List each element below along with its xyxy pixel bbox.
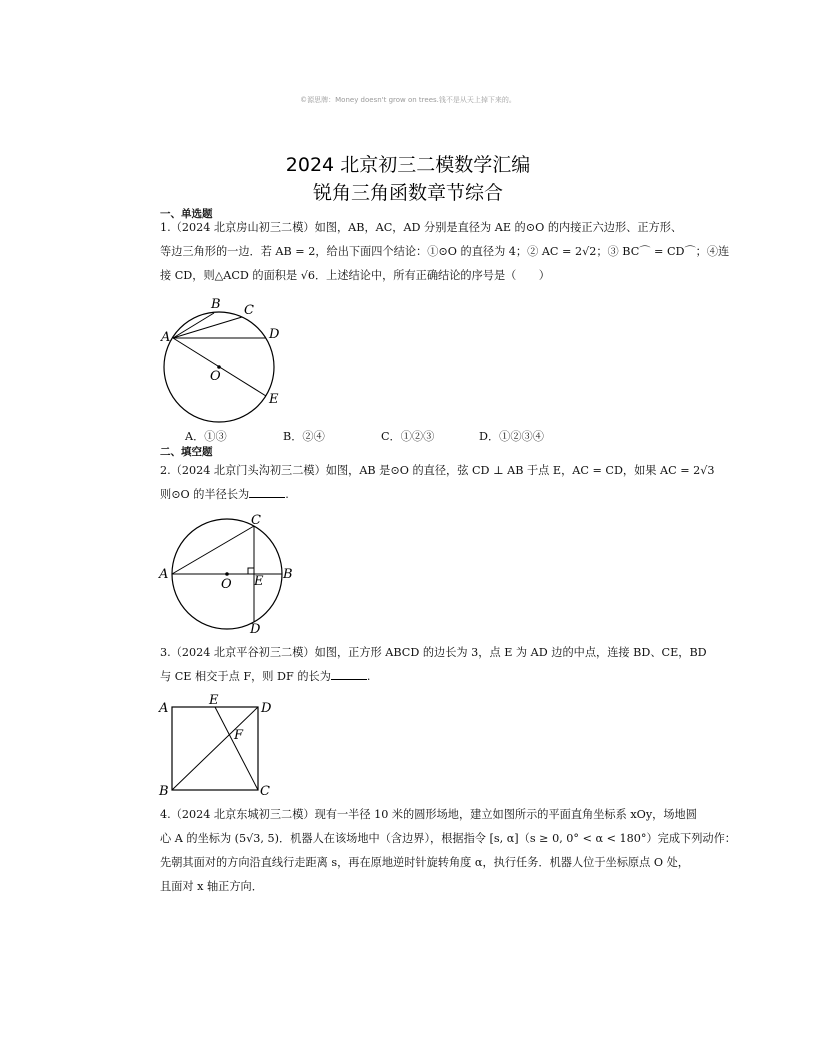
q2-line-1: 2.（2024 北京门头沟初三二模）如图，AB 是⊙O 的直径，弦 CD ⊥ AB 于点 E，AC = CD，如果 AC = 2√3 [160,464,715,477]
q3-line-2: 与 CE 相交于点 F，则 DF 的长为 [160,670,331,683]
q4-line-1: 4.（2024 北京东城初三二模）现有一半径 10 米的圆形场地，建立如图所示的平面直角坐标系 xOy，场地圆 [160,808,697,821]
q1-chord-ab [173,313,214,338]
q3-line-1: 3.（2024 北京平谷初三二模）如图，正方形 ABCD 的边长为 3，点 E 为 AD 边的中点，连接 BD、CE，BD [160,646,707,659]
q1-options [185,428,577,444]
q1-option-b: B．②④ [283,430,325,443]
q1-line-2: 等边三角形的一边．若 AB = 2，给出下面四个结论：①⊙O 的直径为 4；② AC = 2√2；③ BC⌒ = CD⌒；④连 [160,245,730,258]
q1-line-3: 接 CD，则△ACD 的面积是 √6．上述结论中，所有正确结论的序号是（ ） [160,269,550,282]
question-1 [160,216,735,288]
q3-label-d: D [261,701,272,716]
q2-label-d: D [250,622,261,637]
q2-line-2-wrap [160,483,735,507]
q1-label-b: B [211,297,221,312]
q2-circle-figure [155,507,300,637]
q1-label-c: C [244,303,254,318]
q4-line-3: 先朝其面对的方向沿直线行走距离 s，再在原地逆时针旋转角度 α，执行任务．机器人位于坐标原点 O 处， [160,856,689,869]
q4-line-2: 心 A 的坐标为 (5√3, 5)．机器人在该场地中（含边界），根据指令 [s, α]（s ≥ 0, 0° < α < 180°）完成下列动作： [160,832,736,845]
q3-line-2-end: . [366,670,371,683]
q1-chord-ac [173,317,242,338]
q2-chord-ac [172,526,254,574]
q1-option-a: A．①③ [185,430,227,443]
question-3 [160,641,735,689]
q3-label-c: C [260,784,270,799]
q1-label-d: D [269,327,280,342]
q3-label-f: F [234,728,244,743]
q1-label-o: O [210,369,221,384]
doc-title: 2024 北京初三二模数学汇编 [285,154,531,176]
q3-label-e: E [209,693,219,708]
section-single-choice: 一、单选题 [160,208,213,220]
q4-line-4: 且面对 x 轴正方向． [160,880,263,893]
q2-label-e: E [254,574,264,589]
q2-label-o: O [221,577,232,592]
q1-option-c: C．①②③ [381,430,435,443]
q1-line-1: 1.（2024 北京房山初三二模）如图，AB，AC，AD 分别是直径为 AE 的⊙O 的内接正六边形、正方形、 [160,221,683,234]
q1-label-e: E [269,392,279,407]
q2-label-c: C [251,513,261,528]
q2-label-b: B [283,567,293,582]
q3-answer-blank [331,669,367,680]
q3-square-figure [155,692,285,802]
q1-label-a: A [161,330,171,345]
q2-answer-blank [249,487,285,498]
watermark: ©源思牌：Money doesn't grow on trees.钱不是从天上掉下来的。 [300,96,516,104]
q2-label-a: A [159,567,169,582]
doc-subtitle: 锐角三角函数章节综合 [312,182,503,204]
q2-line-2-end: . [285,488,289,501]
section-fill-blank: 二、填空题 [160,446,213,458]
question-4 [160,803,735,899]
q3-label-a: A [159,701,169,716]
q3-line-2-wrap [160,665,735,689]
q3-segment-ce [215,707,258,790]
q3-diagonal-bd [172,707,258,790]
q1-option-d: D．①②③④ [479,430,544,443]
q3-label-b: B [159,784,169,799]
q2-line-2: 则⊙O 的半径长为 [160,488,250,501]
q2-center-dot [225,572,229,576]
question-2 [160,459,735,507]
